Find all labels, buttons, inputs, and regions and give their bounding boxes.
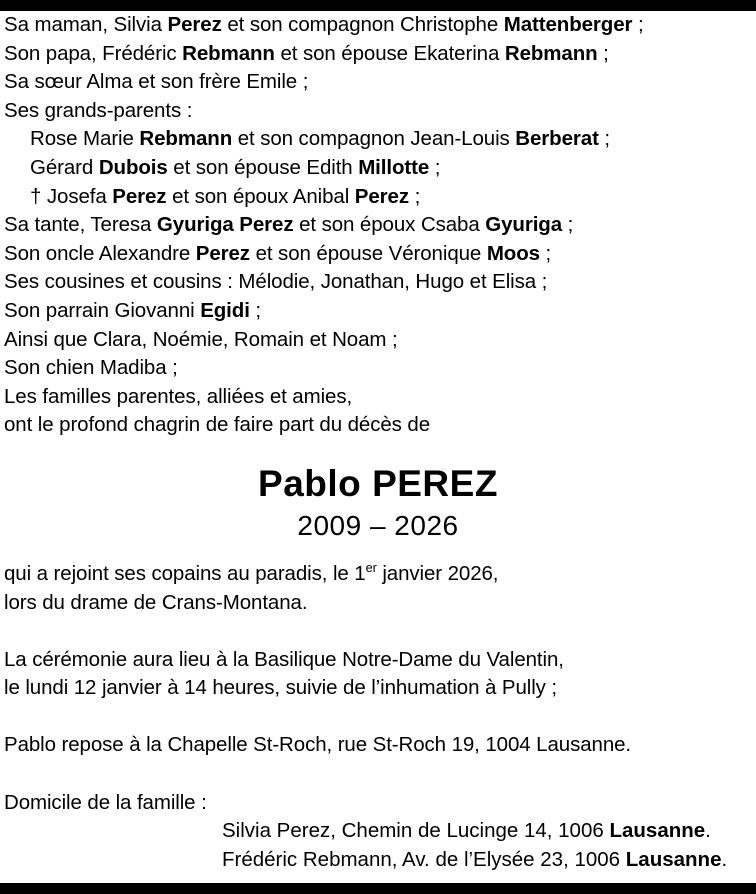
plain-text: ont le profond chagrin de faire part du décès de [4, 413, 430, 437]
plain-text: Son oncle Alexandre [4, 241, 196, 265]
emphasis-text: Rebmann [182, 41, 275, 65]
family-line [0, 154, 756, 183]
family-line [0, 11, 756, 40]
plain-text: lors du drame de Crans-Montana. [4, 590, 308, 614]
detail-line [0, 646, 756, 675]
plain-text: ; [408, 184, 421, 208]
plain-text: Frédéric Rebmann, Av. de l’Elysée 23, 1006 [222, 847, 626, 871]
notice-content [0, 11, 756, 874]
detail-line [0, 789, 756, 818]
emphasis-text: Egidi [200, 298, 250, 322]
family-line [0, 297, 756, 326]
plain-text: Sa maman, Silvia [4, 13, 168, 36]
plain-text: ; [539, 241, 552, 265]
plain-text: et son compagnon Jean-Louis [232, 127, 516, 151]
plain-text: † Josefa [30, 184, 113, 208]
emphasis-text: Perez [195, 241, 250, 265]
detail-line [0, 731, 756, 760]
detail-line [0, 760, 756, 789]
plain-text: janvier 2026, [376, 561, 499, 585]
plain-text: Ainsi que Clara, Noémie, Romain et Noam ; [4, 327, 398, 351]
plain-text: et son époux Anibal [166, 184, 355, 208]
plain-text: Silvia Perez, Chemin de Lucinge 14, 1006 [222, 819, 610, 843]
family-list [0, 11, 756, 440]
family-line [0, 240, 756, 269]
plain-text: Domicile de la famille : [4, 790, 207, 814]
plain-text: Son chien Madiba ; [4, 356, 178, 380]
family-line [0, 40, 756, 69]
plain-text: ; [562, 213, 574, 237]
emphasis-text: Lausanne [609, 819, 706, 843]
emphasis-text: Berberat [515, 127, 599, 151]
address-line [0, 846, 756, 875]
deceased-name: Pablo PEREZ [258, 462, 498, 504]
address-line [0, 817, 756, 846]
family-line [0, 125, 756, 154]
plain-text: ; [632, 13, 644, 36]
plain-text: Ses grands-parents : [4, 98, 193, 122]
emphasis-text: Perez [354, 184, 409, 208]
plain-text: Son papa, Frédéric [4, 41, 183, 65]
deceased-years: 2009 – 2026 [297, 509, 459, 541]
plain-text: Pablo repose à la Chapelle St-Roch, rue St-Roch 19, 1004 Lausanne. [4, 733, 632, 757]
emphasis-text: Mattenberger [503, 13, 633, 36]
top-rule [0, 0, 756, 11]
emphasis-text: Lausanne [625, 847, 722, 871]
family-line [0, 68, 756, 97]
plain-text: Sa sœur Alma et son frère Emile ; [4, 70, 309, 94]
plain-text: ; [249, 298, 261, 322]
plain-text: . [721, 847, 728, 871]
emphasis-text: Gyuriga [485, 213, 563, 237]
plain-text: Ses cousines et cousins : Mélodie, Jonathan, Hugo et Elisa ; [4, 270, 548, 294]
bottom-rule [0, 883, 756, 894]
plain-text: Gérard [30, 155, 99, 179]
family-line [0, 411, 756, 440]
plain-text: et son compagnon Christophe [221, 13, 504, 36]
emphasis-text: Rebmann [139, 127, 233, 151]
family-addresses [0, 817, 756, 874]
plain-text: le lundi 12 janvier à 14 heures, suivie de l’inhumation à Pully ; [4, 676, 558, 700]
detail-line [0, 617, 756, 646]
detail-line [0, 703, 756, 732]
plain-text: ; [429, 155, 441, 179]
emphasis-text: Dubois [98, 155, 168, 179]
plain-text: et son épouse Véronique [249, 241, 487, 265]
plain-text: ; [597, 41, 609, 65]
plain-text: Rose Marie [30, 127, 140, 151]
deceased-block [0, 462, 756, 544]
plain-text: qui a rejoint ses copains au paradis, le 1 [4, 561, 366, 585]
plain-text: ; [598, 127, 610, 151]
plain-text: et son épouse Ekaterina [274, 41, 505, 65]
plain-text: Son parrain Giovanni [4, 298, 201, 322]
detail-line [0, 560, 756, 589]
emphasis-text: Perez [112, 184, 167, 208]
plain-text: er [365, 560, 377, 576]
family-line [0, 326, 756, 355]
plain-text: et son épouse Edith [167, 155, 359, 179]
emphasis-text: Rebmann [504, 41, 598, 65]
plain-text: Les familles parentes, alliées et amies, [4, 384, 353, 408]
family-line [0, 211, 756, 240]
emphasis-text: Gyuriga Perez [156, 213, 294, 237]
family-line [0, 183, 756, 212]
emphasis-text: Perez [167, 13, 222, 36]
family-line [0, 354, 756, 383]
ceremony-details [0, 560, 756, 817]
plain-text: La cérémonie aura lieu à la Basilique Notre-Dame du Valentin, [4, 647, 564, 671]
emphasis-text: Millotte [358, 155, 430, 179]
family-line [0, 383, 756, 412]
plain-text: Sa tante, Teresa [4, 213, 157, 237]
family-line [0, 268, 756, 297]
plain-text: et son époux Csaba [293, 213, 486, 237]
family-line [0, 97, 756, 126]
emphasis-text: Moos [486, 241, 540, 265]
plain-text: . [705, 819, 711, 843]
detail-line [0, 589, 756, 618]
detail-line [0, 674, 756, 703]
